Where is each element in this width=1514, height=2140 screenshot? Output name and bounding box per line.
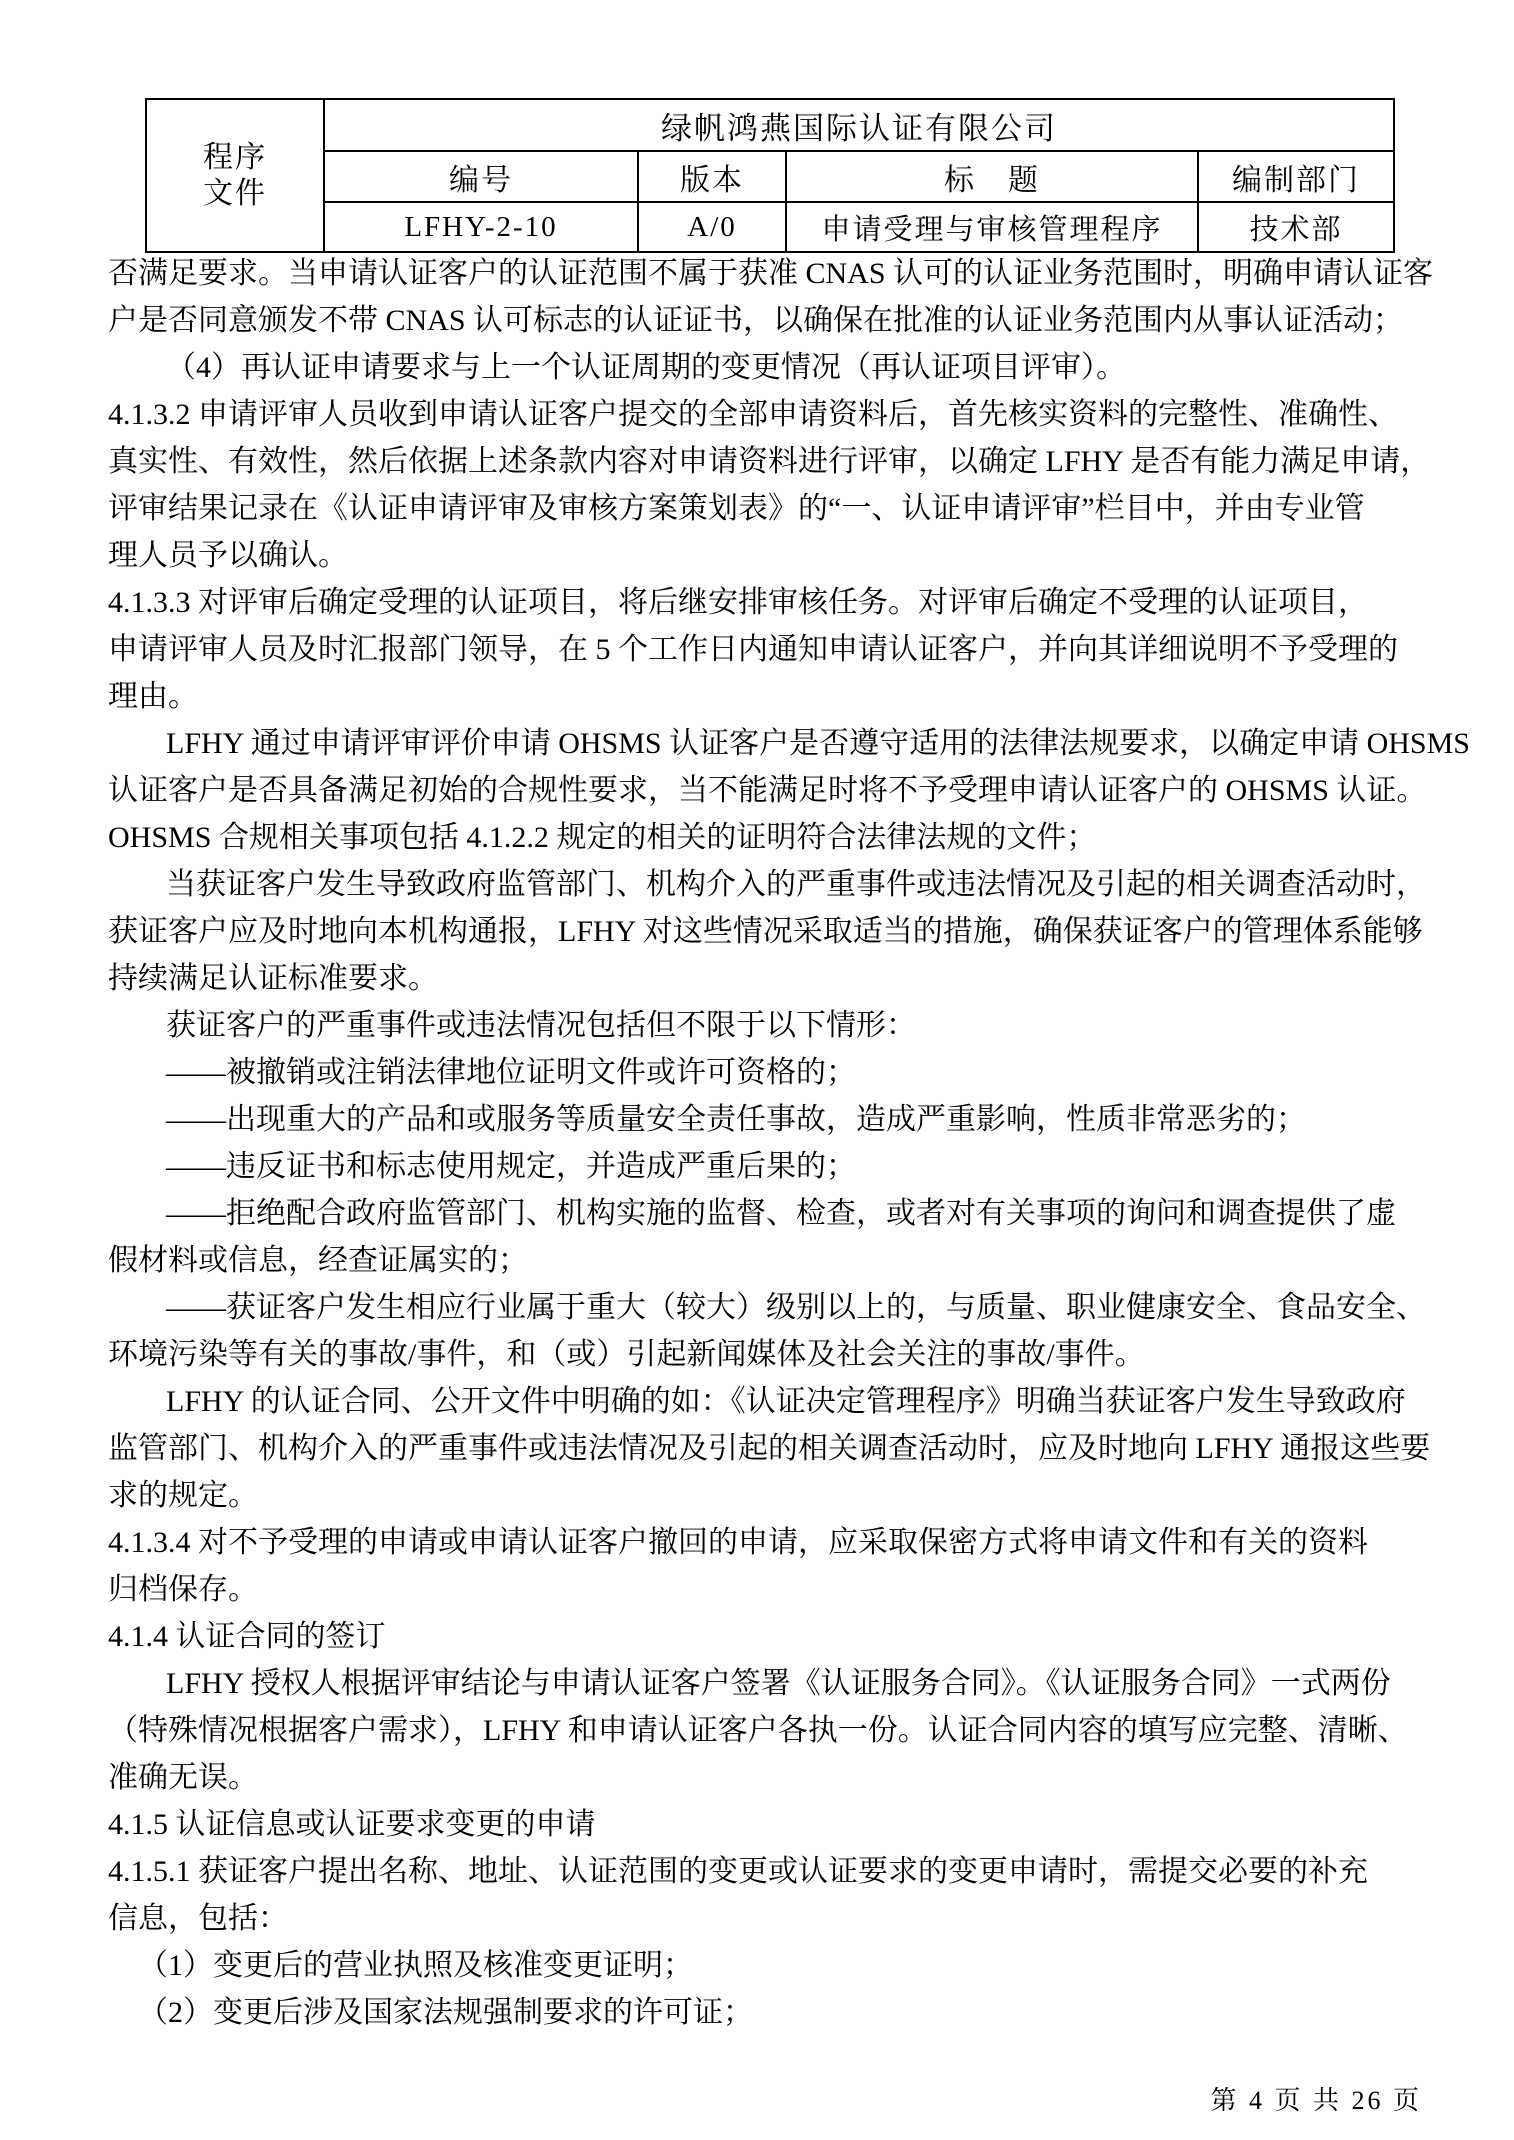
text-line: 4.1.5.1 获证客户提出名称、地址、认证范围的变更或认证要求的变更申请时，需提交必要的补充 — [108, 1855, 1368, 1888]
text-line: 评审结果记录在《认证申请评审及审核方案策划表》的“一、认证申请评审”栏目中，并由专业管 — [108, 492, 1365, 525]
text-line: 户是否同意颁发不带 CNAS 认可标志的认证证书，以确保在批准的认证业务范围内从事认证活动； — [108, 304, 1404, 337]
text-line: 4.1.3.2 申请评审人员收到申请认证客户提交的全部申请资料后，首先核实资料的完整性、准确性、 — [108, 398, 1398, 431]
text-line: ——获证客户发生相应行业属于重大（较大）级别以上的，与质量、职业健康安全、食品安全、 — [166, 1291, 1426, 1324]
text-line: 当获证客户发生导致政府监管部门、机构介入的严重事件或违法情况及引起的相关调查活动时， — [166, 868, 1426, 901]
text-line: 理人员予以确认。 — [108, 539, 348, 572]
text-line: 环境污染等有关的事故/事件，和（或）引起新闻媒体及社会关注的事故/事件。 — [108, 1338, 1145, 1371]
text-line: 信息，包括： — [108, 1902, 288, 1935]
text-line: 4.1.3.4 对不予受理的申请或申请认证客户撤回的申请，应采取保密方式将申请文件和有关的资料 — [108, 1526, 1368, 1559]
company-name: 绿帆鸿燕国际认证有限公司 — [324, 99, 1394, 151]
text-line: 4.1.3.3 对评审后确定受理的认证项目，将后继安排审核任务。对评审后确定不受理的认证项目， — [108, 586, 1368, 619]
document-header-table — [145, 98, 1395, 253]
text-line: 准确无误。 — [108, 1761, 258, 1794]
doc-title: 申请受理与审核管理程序 — [786, 202, 1198, 252]
text-line: ——违反证书和标志使用规定，并造成严重后果的； — [166, 1150, 856, 1183]
doc-number: LFHY-2-10 — [324, 202, 638, 252]
doc-dept: 技术部 — [1198, 202, 1394, 252]
text-line: 4.1.4 认证合同的签订 — [108, 1620, 386, 1653]
doc-type-line1: 程序 — [203, 140, 267, 174]
text-line: 认证客户是否具备满足初始的合规性要求，当不能满足时将不予受理申请认证客户的 OHSMS 认证。 — [108, 774, 1427, 807]
page-indicator: 第 4 页 共 26 页 — [1210, 2086, 1422, 2115]
document-body — [108, 250, 1470, 2036]
text-line: 申请评审人员及时汇报部门领导，在 5 个工作日内通知申请认证客户，并向其详细说明不予受理的 — [108, 633, 1398, 666]
doc-type-cell — [146, 99, 324, 252]
text-line: ——拒绝配合政府监管部门、机构实施的监督、检查，或者对有关事项的询问和调查提供了虚 — [166, 1197, 1396, 1230]
text-line: （4）再认证申请要求与上一个认证周期的变更情况（再认证项目评审）。 — [166, 351, 1126, 384]
text-line: LFHY 通过申请评审评价申请 OHSMS 认证客户是否遵守适用的法律法规要求，以确定申请 OHSMS — [166, 727, 1470, 760]
column-label-version: 版本 — [638, 151, 786, 202]
column-label-dept: 编制部门 — [1198, 151, 1394, 202]
text-line: ——出现重大的产品和或服务等质量安全责任事故，造成严重影响，性质非常恶劣的； — [166, 1103, 1306, 1136]
doc-type-line2: 文件 — [203, 176, 267, 210]
text-line: 否满足要求。当申请认证客户的认证范围不属于获准 CNAS 认可的认证业务范围时，明确申请认证客 — [108, 257, 1434, 290]
text-line: （特殊情况根据客户需求），LFHY 和申请认证客户各执一份。认证合同内容的填写应完整、清晰、 — [108, 1714, 1408, 1747]
text-line: 求的规定。 — [108, 1479, 258, 1512]
text-line: 持续满足认证标准要求。 — [108, 962, 438, 995]
text-line: LFHY 的认证合同、公开文件中明确的如：《认证决定管理程序》明确当获证客户发生导致政府 — [166, 1385, 1406, 1418]
text-line: 理由。 — [108, 680, 198, 713]
text-line: 获证客户应及时地向本机构通报，LFHY 对这些情况采取适当的措施，确保获证客户的管理体系能够 — [108, 915, 1423, 948]
column-label-number: 编号 — [324, 151, 638, 202]
text-line: 4.1.5 认证信息或认证要求变更的申请 — [108, 1808, 596, 1841]
doc-version: A/0 — [638, 202, 786, 252]
text-line: 监管部门、机构介入的严重事件或违法情况及引起的相关调查活动时，应及时地向 LFHY 通报这些要 — [108, 1432, 1431, 1465]
text-line: 获证客户的严重事件或违法情况包括但不限于以下情形： — [166, 1009, 916, 1042]
text-line: 真实性、有效性，然后依据上述条款内容对申请资料进行评审，以确定 LFHY 是否有能力满足申请， — [108, 445, 1431, 478]
text-line: （1）变更后的营业执照及核准变更证明； — [138, 1949, 693, 1982]
column-label-title: 标 题 — [786, 151, 1198, 202]
text-line: OHSMS 合规相关事项包括 4.1.2.2 规定的相关的证明符合法律法规的文件； — [108, 821, 1097, 854]
text-line: LFHY 授权人根据评审结论与申请认证客户签署《认证服务合同》。《认证服务合同》一式两份 — [166, 1667, 1391, 1700]
text-line: 归档保存。 — [108, 1573, 258, 1606]
text-line: （2）变更后涉及国家法规强制要求的许可证； — [138, 1996, 753, 2029]
text-line: ——被撤销或注销法律地位证明文件或许可资格的； — [166, 1056, 856, 1089]
text-line: 假材料或信息，经查证属实的； — [108, 1244, 528, 1277]
